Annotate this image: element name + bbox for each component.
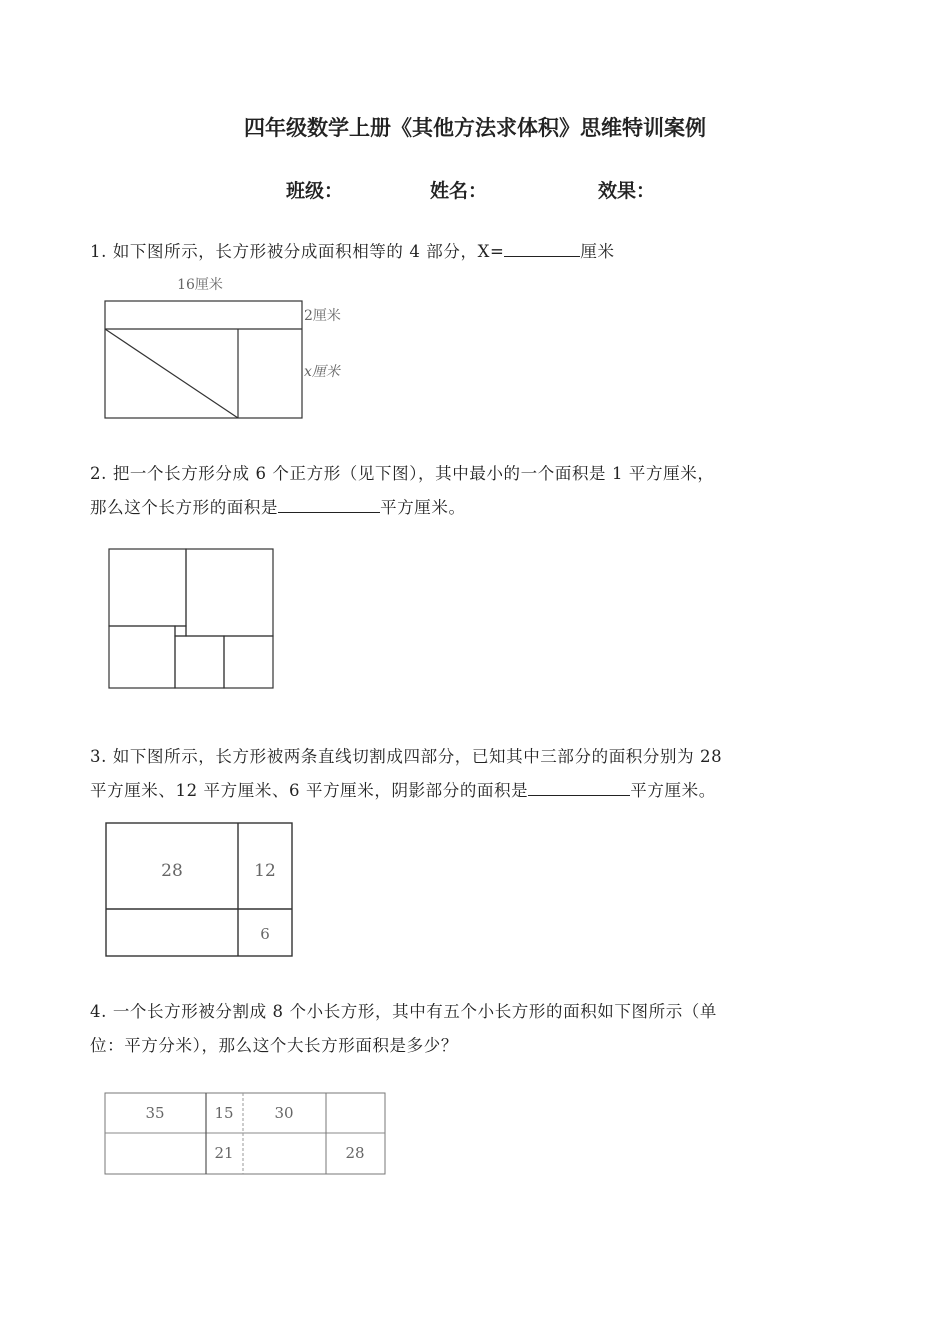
area-label-12: 12 bbox=[254, 861, 276, 881]
question-text-line2: 平方厘米、12 平方厘米、6 平方厘米，阴影部分的面积是 bbox=[90, 781, 529, 800]
result-label: 效果： bbox=[598, 180, 656, 202]
question-2 bbox=[90, 457, 865, 525]
question-3 bbox=[90, 740, 865, 808]
square-bottom-middle bbox=[175, 636, 224, 688]
outer-rectangle bbox=[105, 301, 302, 418]
figure-q1 bbox=[100, 272, 360, 422]
area-label-35: 35 bbox=[145, 1104, 165, 1122]
answer-blank[interactable] bbox=[528, 775, 630, 796]
question-number: 2. bbox=[90, 464, 107, 483]
area-label-6: 6 bbox=[260, 925, 270, 943]
page-title: 四年级数学上册《其他方法求体积》思维特训案例 bbox=[244, 116, 706, 140]
area-label-28: 28 bbox=[345, 1144, 365, 1162]
question-text-line1: 把一个长方形分成 6 个正方形（见下图），其中最小的一个面积是 1 平方厘米， bbox=[112, 464, 715, 483]
question-number: 4. bbox=[90, 1002, 107, 1021]
answer-unit: 平方厘米。 bbox=[380, 498, 466, 517]
question-text-line1: 如下图所示，长方形被两条直线切割成四部分，已知其中三部分的面积分别为 28 bbox=[112, 747, 723, 766]
area-label-30: 30 bbox=[274, 1104, 294, 1122]
class-label: 班级： bbox=[286, 180, 344, 202]
diagonal-line bbox=[105, 329, 238, 418]
area-label-28: 28 bbox=[161, 861, 183, 881]
square-bottom-right bbox=[224, 636, 273, 688]
square-top-left bbox=[109, 549, 186, 626]
figure-label-x: x厘米 bbox=[304, 364, 340, 380]
square-bottom-left bbox=[109, 626, 175, 688]
figure-label-2cm: 2厘米 bbox=[304, 308, 341, 324]
figure-label-width: 16厘米 bbox=[177, 277, 223, 293]
answer-blank[interactable] bbox=[504, 236, 580, 257]
question-text: 如下图所示，长方形被分成面积相等的 4 部分，X= bbox=[112, 242, 505, 261]
figure-q4 bbox=[102, 1090, 392, 1180]
question-4 bbox=[90, 995, 865, 1063]
question-1 bbox=[90, 235, 865, 269]
area-label-15: 15 bbox=[214, 1104, 234, 1122]
figure-q2 bbox=[106, 546, 276, 691]
square-top-right bbox=[186, 549, 273, 636]
question-text-line2: 位：平方分米），那么这个大长方形面积是多少？ bbox=[90, 1036, 458, 1055]
question-number: 1. bbox=[90, 242, 107, 261]
question-number: 3. bbox=[90, 747, 107, 766]
answer-unit: 厘米 bbox=[580, 242, 615, 261]
square-smallest bbox=[175, 626, 186, 636]
answer-unit: 平方厘米。 bbox=[630, 781, 716, 800]
area-label-21: 21 bbox=[214, 1144, 234, 1162]
question-text-line2: 那么这个长方形的面积是 bbox=[90, 498, 279, 517]
answer-blank[interactable] bbox=[278, 492, 380, 513]
figure-q3 bbox=[103, 820, 298, 960]
question-text-line1: 一个长方形被分割成 8 个小长方形，其中有五个小长方形的面积如下图所示（单 bbox=[112, 1002, 717, 1021]
name-label: 姓名： bbox=[430, 180, 488, 202]
